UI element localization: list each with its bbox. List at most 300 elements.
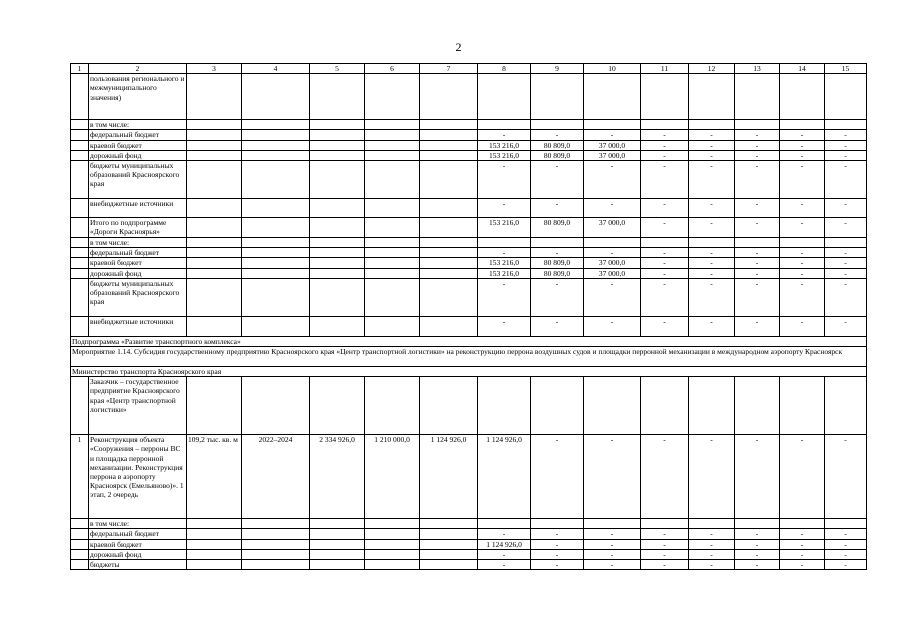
table-row [71,120,867,130]
table-cell [242,519,310,529]
table-cell [735,238,780,248]
table-cell: - [531,130,584,140]
table-cell: - [825,140,867,150]
table-cell [735,120,780,130]
table-cell [780,238,825,248]
table-cell [310,130,365,140]
column-header: 1 [71,64,89,74]
table-row [71,560,867,570]
table-cell [735,74,780,120]
table-cell: - [478,130,531,140]
table-cell [310,560,365,570]
table-cell [780,74,825,120]
table-cell [187,377,242,435]
table-cell [365,150,420,160]
table-cell [531,238,584,248]
table-cell: 1 124 926,0 [478,435,531,519]
table-cell [420,218,478,238]
table-cell [365,560,420,570]
table-cell [420,140,478,150]
row-label: Заказчик – государственное предприятие Красноярского края «Центр транспортной логистики» [89,377,187,435]
row-label: Реконструкция объекта «Сооружения – перроны ВС и площадка перронной механизации. Реконструкция перрона в аэропорту Красноярск (Емельяново)». 1 этап, 2 очередь [89,435,187,519]
row-label: внебюджетные источники [89,199,187,218]
table-row [71,435,867,519]
table-cell [71,218,89,238]
table-cell: - [641,316,689,336]
table-cell: - [478,560,531,570]
table-cell: 37 000,0 [584,258,641,268]
table-cell [641,74,689,120]
column-header: 8 [478,64,531,74]
table-cell: - [641,150,689,160]
table-cell [310,278,365,316]
row-label: бюджеты [89,560,187,570]
table-cell: - [735,130,780,140]
table-cell: - [531,549,584,559]
table-cell: 37 000,0 [584,150,641,160]
table-cell [735,377,780,435]
table-cell: - [735,199,780,218]
table-cell [242,140,310,150]
table-cell: - [825,539,867,549]
table-cell [641,377,689,435]
row-label: Итого по подпрограмме «Дороги Красноярья» [89,218,187,238]
table-cell: - [689,560,735,570]
table-cell [187,316,242,336]
table-cell [531,74,584,120]
table-cell [71,140,89,150]
table-cell [420,150,478,160]
table-cell [242,218,310,238]
table-cell: 37 000,0 [584,218,641,238]
table-cell [365,218,420,238]
table-cell [71,278,89,316]
table-cell: - [735,539,780,549]
table-cell: - [641,529,689,539]
table-cell [310,529,365,539]
table-cell: - [780,150,825,160]
table-cell: - [584,161,641,199]
table-cell [365,120,420,130]
table-cell [71,377,89,435]
table-cell [242,549,310,559]
table-cell: - [735,560,780,570]
table-cell: - [584,549,641,559]
table-cell [187,278,242,316]
table-cell [187,199,242,218]
column-header: 2 [89,64,187,74]
table-cell: - [641,549,689,559]
column-header: 6 [365,64,420,74]
table-cell: - [478,549,531,559]
table-cell: - [478,529,531,539]
table-cell [71,549,89,559]
table-cell: - [478,278,531,316]
table-cell [584,519,641,529]
table-cell: - [689,218,735,238]
table-cell: - [780,218,825,238]
table-cell [420,238,478,248]
table-cell: - [780,140,825,150]
table-cell: - [584,560,641,570]
table-cell [825,519,867,529]
table-cell [187,74,242,120]
row-label: дорожный фонд [89,549,187,559]
table-cell [242,560,310,570]
row-label: федеральный бюджет [89,130,187,140]
table-cell: 2022–2024 [242,435,310,519]
row-label: краевой бюджет [89,140,187,150]
table-cell [310,74,365,120]
table-cell: 80 809,0 [531,268,584,278]
table-cell [187,268,242,278]
table-cell [478,519,531,529]
table-cell [584,74,641,120]
table-cell [689,238,735,248]
table-cell [478,377,531,435]
table-cell: - [780,539,825,549]
table-cell: 2 334 926,0 [310,435,365,519]
table-cell [365,238,420,248]
table-cell: - [735,150,780,160]
row-label: в том числе: [89,519,187,529]
table-row [71,238,867,248]
row-label: федеральный бюджет [89,529,187,539]
table-cell: - [641,199,689,218]
table-cell [825,377,867,435]
table-cell [478,238,531,248]
table-cell [420,519,478,529]
table-cell [365,316,420,336]
table-cell: - [478,199,531,218]
table-cell [365,199,420,218]
table-cell [242,120,310,130]
table-cell: - [531,560,584,570]
table-cell [689,377,735,435]
table-cell: - [780,316,825,336]
table-cell: - [689,529,735,539]
table-cell: - [478,316,531,336]
table-cell [641,519,689,529]
table-cell: - [780,435,825,519]
table-cell [187,150,242,160]
table-cell: - [780,549,825,559]
table-cell: - [825,435,867,519]
table-cell: - [531,435,584,519]
table-row [71,130,867,140]
table-cell [310,248,365,258]
table-cell: - [780,268,825,278]
table-cell: 1 124 926,0 [420,435,478,519]
table-cell: - [735,248,780,258]
table-cell [420,258,478,268]
table-cell [641,120,689,130]
table-cell [420,74,478,120]
table-cell [242,268,310,278]
table-cell [310,258,365,268]
table-cell [365,377,420,435]
table-cell: - [641,560,689,570]
column-header: 14 [780,64,825,74]
table-cell [71,316,89,336]
table-cell: - [689,248,735,258]
table-cell: - [584,316,641,336]
section-title: Мероприятие 1.14. Субсидия государственному предприятию Красноярского края «Центр транспортной логистики» на реконструкцию перрона воздушных судов и площадки перронной механизации в международном аэропорту Красноярск [71,347,867,367]
table-cell [310,519,365,529]
column-header: 11 [641,64,689,74]
table-cell: - [735,529,780,539]
table-cell: 153 216,0 [478,268,531,278]
table-cell [187,130,242,140]
table-cell [242,238,310,248]
table-cell [187,539,242,549]
table-cell: 37 000,0 [584,268,641,278]
table-cell [310,199,365,218]
table-cell [71,238,89,248]
table-cell [71,539,89,549]
table-cell [531,377,584,435]
table-row [71,74,867,120]
table-cell [242,539,310,549]
table-cell [310,218,365,238]
table-cell [310,150,365,160]
table-row [71,278,867,316]
column-header: 10 [584,64,641,74]
table-cell: - [689,161,735,199]
column-header: 9 [531,64,584,74]
table-cell: - [641,435,689,519]
table-cell [71,519,89,529]
table-cell [365,539,420,549]
table-cell [71,161,89,199]
table-cell [187,549,242,559]
table-cell: 153 216,0 [478,140,531,150]
table-cell [420,199,478,218]
table-cell [780,120,825,130]
table-cell [365,278,420,316]
column-header: 5 [310,64,365,74]
table-cell: - [825,560,867,570]
table-cell: - [584,278,641,316]
table-cell [310,268,365,278]
table-cell [71,560,89,570]
table-cell [71,529,89,539]
table-cell: - [735,268,780,278]
table-cell: 109,2 тыс. кв. м [187,435,242,519]
row-label: федеральный бюджет [89,248,187,258]
table-cell: - [735,435,780,519]
table-cell: 153 216,0 [478,218,531,238]
table-cell [242,199,310,218]
table-cell: - [584,539,641,549]
table-cell [242,248,310,258]
table-cell: - [531,316,584,336]
table-cell [780,377,825,435]
table-cell [365,130,420,140]
row-label: бюджеты муниципальных образований Красноярского края [89,161,187,199]
table-cell: - [641,218,689,238]
table-cell: - [689,316,735,336]
table-cell: - [735,140,780,150]
table-cell: - [825,150,867,160]
row-label: в том числе: [89,238,187,248]
table-cell: - [641,161,689,199]
table-cell [242,74,310,120]
table-cell [310,140,365,150]
table-cell [310,549,365,559]
table-cell: - [735,258,780,268]
table-cell [310,377,365,435]
table-cell: - [825,316,867,336]
table-cell: - [825,268,867,278]
table-cell [187,120,242,130]
table-cell: - [689,199,735,218]
table-cell [310,161,365,199]
table-cell [641,238,689,248]
table-cell: - [531,539,584,549]
table-cell: - [689,130,735,140]
table-cell: - [531,161,584,199]
table-cell [242,529,310,539]
table-cell [71,268,89,278]
table-cell [242,278,310,316]
table-cell: - [825,258,867,268]
table-cell: - [825,218,867,238]
column-header: 13 [735,64,780,74]
section-title: Министерство транспорта Красноярского края [71,367,867,377]
table-cell [242,161,310,199]
table-cell [187,161,242,199]
table-cell [242,377,310,435]
table-cell: 80 809,0 [531,218,584,238]
table-cell: - [780,278,825,316]
row-label: пользования регионального и межмуниципального значения) [89,74,187,120]
row-label: краевой бюджет [89,539,187,549]
table-row [71,161,867,199]
section-row [71,347,867,367]
table-cell [71,199,89,218]
table-cell: - [780,529,825,539]
row-label: бюджеты муниципальных образований Красноярского края [89,278,187,316]
table-row [71,140,867,150]
table-cell: - [478,248,531,258]
table-cell: - [584,199,641,218]
table-cell: - [735,549,780,559]
table-cell: 80 809,0 [531,258,584,268]
header-row [71,64,867,74]
table-cell: - [641,140,689,150]
table-cell [825,120,867,130]
table-row [71,377,867,435]
table-cell [689,120,735,130]
table-cell [71,258,89,268]
column-header: 15 [825,64,867,74]
table-cell [584,238,641,248]
table-cell: - [689,258,735,268]
table-cell [531,120,584,130]
table-cell: 1 [71,435,89,519]
column-header: 7 [420,64,478,74]
table-cell [71,248,89,258]
table-cell: 153 216,0 [478,258,531,268]
table-cell [420,248,478,258]
table-row [71,199,867,218]
section-row [71,336,867,346]
table-cell [780,519,825,529]
table-cell: - [735,218,780,238]
table-row [71,248,867,258]
table-cell [420,377,478,435]
table-cell: - [735,161,780,199]
table-cell: - [531,248,584,258]
table-row [71,539,867,549]
section-row [71,367,867,377]
table-row [71,268,867,278]
table-cell: - [584,529,641,539]
table-cell [420,549,478,559]
table-cell [478,120,531,130]
table-cell [420,161,478,199]
table-cell: - [689,539,735,549]
table-cell [187,529,242,539]
table-cell: - [825,161,867,199]
table-cell: 80 809,0 [531,150,584,160]
table-cell: - [825,130,867,140]
table-cell: - [689,278,735,316]
table-cell [187,258,242,268]
table-cell: - [825,248,867,258]
table-cell: - [825,549,867,559]
table-cell: - [825,278,867,316]
table-cell [531,519,584,529]
table-cell [187,218,242,238]
table-cell [310,238,365,248]
table-cell [187,519,242,529]
table-cell: - [780,161,825,199]
table-cell: - [584,248,641,258]
table-cell [825,238,867,248]
table-cell: - [641,130,689,140]
table-cell: 80 809,0 [531,140,584,150]
table-cell [365,161,420,199]
table-cell: 37 000,0 [584,140,641,150]
table-cell [420,539,478,549]
table-cell [420,560,478,570]
table-cell [310,120,365,130]
row-label: дорожный фонд [89,150,187,160]
table-row [71,519,867,529]
table-cell [365,529,420,539]
table-cell: 1 124 926,0 [478,539,531,549]
table-cell: - [735,316,780,336]
table-cell [310,316,365,336]
table-cell [478,74,531,120]
table-cell [420,316,478,336]
table-row [71,549,867,559]
table-cell [365,549,420,559]
budget-table [70,63,867,570]
table-cell [420,130,478,140]
table-cell: - [641,268,689,278]
table-cell: - [780,199,825,218]
table-cell: - [641,248,689,258]
table-cell [71,130,89,140]
table-row [71,150,867,160]
table-cell [420,278,478,316]
table-cell [187,248,242,258]
table-cell: - [641,539,689,549]
table-cell: - [641,278,689,316]
